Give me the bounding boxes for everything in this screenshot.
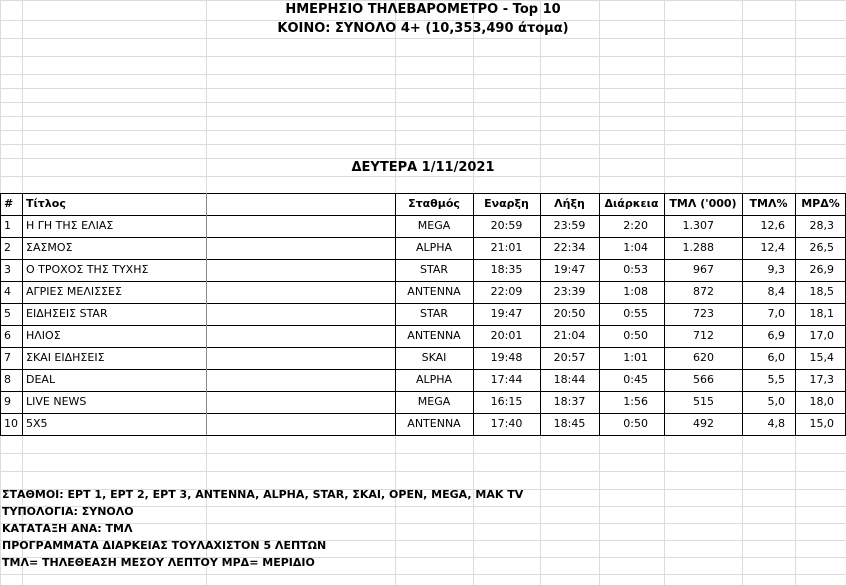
cell-end: 21:04 xyxy=(553,329,586,342)
cell-title: Η ΓΗ ΤΗΣ ΕΛΙΑΣ xyxy=(26,219,114,232)
cell-tmlpct: 9,3 xyxy=(767,263,785,276)
cell-num: 4 xyxy=(4,285,11,298)
cell-station: ALPHA xyxy=(415,241,453,254)
cell-tml000: 723 xyxy=(693,307,714,320)
cell-num: 7 xyxy=(4,351,11,364)
cell-end: 20:50 xyxy=(553,307,586,320)
cell-title: ΑΓΡΙΕΣ ΜΕΛΙΣΣΕΣ xyxy=(26,285,122,298)
cell-start: 17:40 xyxy=(490,417,523,430)
cell-start: 19:47 xyxy=(490,307,523,320)
header-tmlpct: ΤΜΛ% xyxy=(749,197,788,210)
cell-title: ΗΛΙΟΣ xyxy=(26,329,61,342)
cell-tmlpct: 6,0 xyxy=(767,351,785,364)
cell-mrdpct: 15,4 xyxy=(809,351,834,364)
cell-mrdpct: 18,5 xyxy=(809,285,834,298)
cell-duration: 0:50 xyxy=(623,329,648,342)
cell-num: 6 xyxy=(4,329,11,342)
cell-station: MEGA xyxy=(417,219,451,232)
cell-start: 19:48 xyxy=(490,351,523,364)
cell-title: Ο ΤΡΟΧΟΣ ΤΗΣ ΤΥΧΗΣ xyxy=(26,263,149,276)
header-num: # xyxy=(4,197,14,210)
report-title: ΗΜΕΡΗΣΙΟ ΤΗΛΕΒΑΡΟΜΕΤΡΟ - Top 10 xyxy=(285,2,561,17)
cell-tmlpct: 4,8 xyxy=(767,417,785,430)
footer-legend: ΤΜΛ= ΤΗΛΕΘΕΑΣΗ ΜΕΣΟΥ ΛΕΠΤΟΥ ΜΡΔ= ΜΕΡΙΔΙΟ xyxy=(2,556,315,569)
footer-typology: ΤΥΠΟΛΟΓΙΑ: ΣΥΝΟΛΟ xyxy=(2,505,134,518)
cell-duration: 1:56 xyxy=(623,395,648,408)
cell-end: 20:57 xyxy=(553,351,586,364)
cell-station: STAR xyxy=(419,307,448,320)
cell-end: 18:45 xyxy=(553,417,586,430)
cell-title: DEAL xyxy=(26,373,56,386)
cell-tml000: 620 xyxy=(693,351,714,364)
cell-end: 18:37 xyxy=(553,395,586,408)
cell-start: 16:15 xyxy=(490,395,523,408)
cell-num: 1 xyxy=(4,219,11,232)
cell-duration: 1:01 xyxy=(623,351,648,364)
cell-title: LIVE NEWS xyxy=(26,395,87,408)
cell-start: 20:01 xyxy=(490,329,523,342)
header-duration: Διάρκεια xyxy=(604,197,659,210)
cell-duration: 0:55 xyxy=(623,307,648,320)
header-start: Εναρξη xyxy=(484,197,529,210)
cell-station: SKAI xyxy=(421,351,447,364)
cell-station: ALPHA xyxy=(415,373,453,386)
header-title: Τίτλος xyxy=(26,197,66,210)
cell-num: 10 xyxy=(4,417,18,430)
cell-mrdpct: 17,3 xyxy=(809,373,834,386)
cell-duration: 2:20 xyxy=(623,219,648,232)
cell-title: ΕΙΔΗΣΕΙΣ STAR xyxy=(26,307,108,320)
cell-tml000: 712 xyxy=(693,329,714,342)
cell-end: 23:39 xyxy=(553,285,586,298)
cell-tmlpct: 12,6 xyxy=(760,219,785,232)
cell-station: ANTENNA xyxy=(407,417,461,430)
cell-start: 21:01 xyxy=(490,241,523,254)
cell-tml000: 515 xyxy=(693,395,714,408)
cell-duration: 1:08 xyxy=(623,285,648,298)
cell-tmlpct: 8,4 xyxy=(767,285,785,298)
footer-stations: ΣΤΑΘΜΟΙ: ΕΡΤ 1, ΕΡΤ 2, ΕΡΤ 3, ANTENNA, ALPHA, STAR, ΣΚΑΙ, OPEN, MEGA, MAK TV xyxy=(2,488,524,501)
header-tml000: ΤΜΛ ('000) xyxy=(669,197,737,210)
cell-end: 23:59 xyxy=(553,219,586,232)
cell-duration: 0:53 xyxy=(623,263,648,276)
cell-start: 22:09 xyxy=(490,285,523,298)
cell-tmlpct: 6,9 xyxy=(767,329,785,342)
cell-duration: 0:50 xyxy=(623,417,648,430)
header-mrdpct: ΜΡΔ% xyxy=(801,197,840,210)
cell-tmlpct: 12,4 xyxy=(760,241,785,254)
cell-title: 5X5 xyxy=(26,417,48,430)
header-end: Λήξη xyxy=(554,197,585,210)
cell-tml000: 1.288 xyxy=(682,241,714,254)
cell-start: 20:59 xyxy=(490,219,523,232)
cell-tml000: 566 xyxy=(693,373,714,386)
footer-programs: ΠΡΟΓΡΑΜΜΑΤΑ ΔΙΑΡΚΕΙΑΣ ΤΟΥΛΑΧΙΣΤΟΝ 5 ΛΕΠΤΩΝ xyxy=(2,539,327,552)
cell-mrdpct: 17,0 xyxy=(809,329,834,342)
cell-tml000: 967 xyxy=(693,263,714,276)
header-station: Σταθμός xyxy=(408,197,460,210)
footer-ranking: ΚΑΤΑΤΑΞΗ ΑΝΑ: ΤΜΛ xyxy=(2,522,133,535)
cell-station: MEGA xyxy=(417,395,451,408)
cell-tmlpct: 5,5 xyxy=(767,373,785,386)
cell-title: ΣΑΣΜΟΣ xyxy=(26,241,73,254)
cell-duration: 0:45 xyxy=(623,373,648,386)
cell-mrdpct: 18,1 xyxy=(809,307,834,320)
cell-tml000: 872 xyxy=(693,285,714,298)
cell-tml000: 1.307 xyxy=(682,219,714,232)
cell-mrdpct: 26,9 xyxy=(809,263,834,276)
cell-end: 22:34 xyxy=(553,241,586,254)
cell-start: 17:44 xyxy=(490,373,523,386)
cell-mrdpct: 26,5 xyxy=(809,241,834,254)
cell-num: 9 xyxy=(4,395,11,408)
cell-num: 3 xyxy=(4,263,11,276)
cell-station: ANTENNA xyxy=(407,329,461,342)
audience-subtitle: ΚΟΙΝΟ: ΣΥΝΟΛΟ 4+ (10,353,490 άτομα) xyxy=(277,21,569,36)
cell-mrdpct: 18,0 xyxy=(809,395,834,408)
cell-end: 18:44 xyxy=(553,373,586,386)
cell-title: ΣΚΑΙ ΕΙΔΗΣΕΙΣ xyxy=(26,351,105,364)
cell-num: 8 xyxy=(4,373,11,386)
cell-start: 18:35 xyxy=(490,263,523,276)
cell-duration: 1:04 xyxy=(623,241,648,254)
cell-mrdpct: 15,0 xyxy=(809,417,834,430)
cell-num: 2 xyxy=(4,241,11,254)
cell-end: 19:47 xyxy=(553,263,586,276)
cell-tml000: 492 xyxy=(693,417,714,430)
cell-tmlpct: 5,0 xyxy=(767,395,785,408)
cell-station: STAR xyxy=(419,263,448,276)
cell-num: 5 xyxy=(4,307,11,320)
cell-mrdpct: 28,3 xyxy=(809,219,834,232)
report-date: ΔΕΥΤΕΡΑ 1/11/2021 xyxy=(351,160,495,175)
cell-station: ANTENNA xyxy=(407,285,461,298)
cell-tmlpct: 7,0 xyxy=(767,307,785,320)
